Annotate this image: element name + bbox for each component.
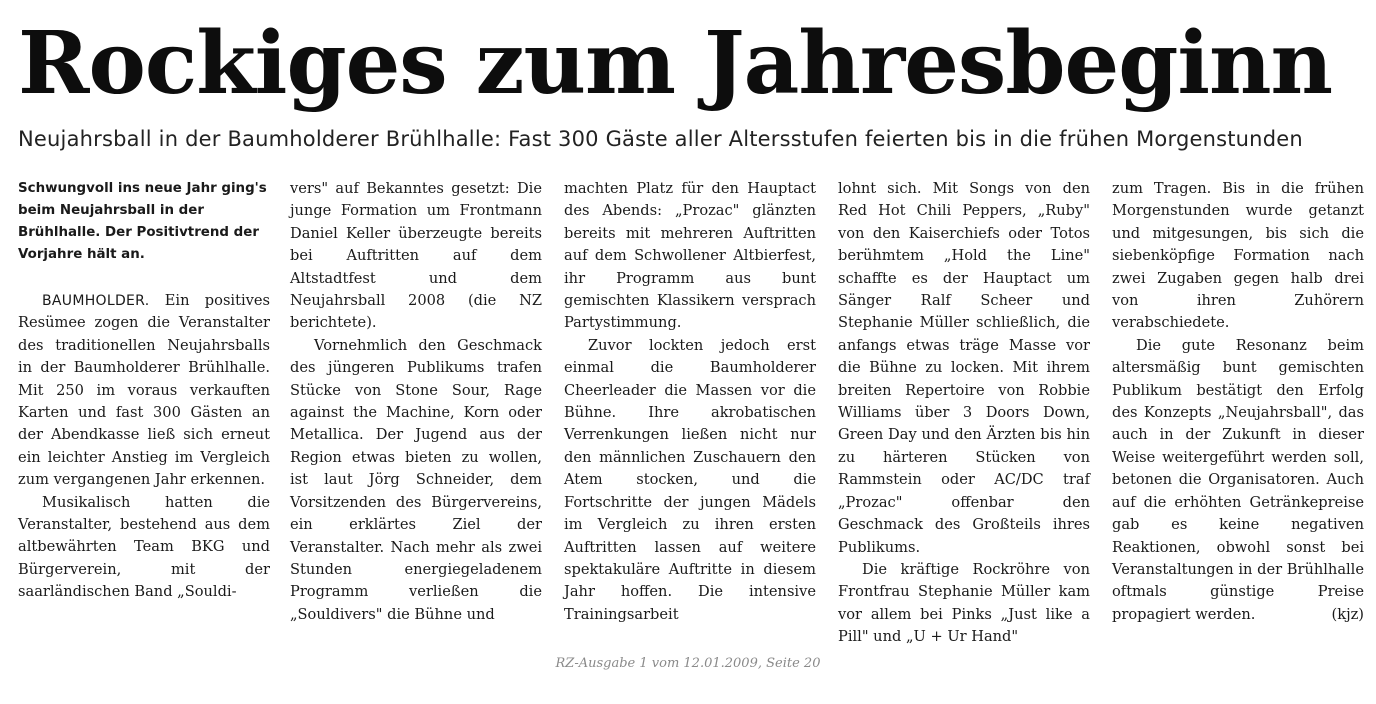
headline: Rockiges zum Jahresbeginn <box>18 13 1333 114</box>
paragraph-3-end: machten Platz für den Hauptact des Abends: „Prozac" glänzten bereits mit mehreren Auftritten auf dem Schwollener Altbierfest, ihr Programm aus bunt gemischten Klassikern versprach Partystimmung. <box>564 180 816 332</box>
article-column-2 <box>290 178 542 626</box>
author-credit: (kjz) <box>1331 605 1364 623</box>
paragraph-4-start: Zuvor lockten jedoch erst einmal die Baumholderer Cheerleader die Massen vor die Bühne. Ihre akrobatischen Verrenkungen ließen nicht nur den männlichen Zuschauern den Atem stocken, und die Fortschritte der jungen Mädels im Vergleich zu ihren ersten Auftritten lassen auf weitere spektakuläre Auftritte in diesem Jahr hoffen. Die intensive Trainingsarbeit <box>564 336 816 623</box>
article-column-1 <box>18 178 270 604</box>
paragraph-2-start: Musikalisch hatten die Veranstalter, bestehend aus dem altbewährten Team BKG und Bürgerverein, mit der saarländischen Band „Souldi- <box>18 493 270 601</box>
paragraph-5-end: zum Tragen. Bis in die frühen Morgenstunden wurde getanzt und mitgesungen, bis sich die siebenköpfige Formation nach zwei Zugaben gegen halb drei von ihren Zuhörern verabschiedete. <box>1112 180 1364 332</box>
paragraph-1: Ein positives Resümee zogen die Veranstalter des traditionellen Neujahrsballs in der Baumholderer Brühlhalle. Mit 250 im voraus verkauften Karten und fast 300 Gästen an der Abendkasse ließ sich erneut ein leichter Anstieg im Vergleich zum vergangenen Jahr erkennen. <box>18 292 270 489</box>
article-column-5 <box>1112 178 1364 626</box>
lead-text: Schwungvoll ins neue Jahr ging's beim Neujahrsball in der Brühlhalle. Der Positivtrend der Vorjahre hält an. <box>18 181 267 262</box>
paragraph-3-start: Vornehmlich den Geschmack des jüngeren Publikums trafen Stücke von Stone Sour, Rage against the Machine, Korn oder Metallica. Der Jugend aus der Region etwas bieten zu wollen, ist laut Jörg Schneider, dem Vorsitzenden des Bürgervereins, ein erklärtes Ziel der Veranstalter. Nach mehr als zwei Stunden energiegeladenem Programm verließen die „Souldivers" die Bühne und <box>290 336 542 623</box>
subheadline: Neujahrsball in der Baumholderer Brühlhalle: Fast 300 Gäste aller Altersstufen feierten bis in die frühen Morgenstunden <box>18 127 1303 151</box>
dateline: BAUMHOLDER. <box>42 293 150 309</box>
edition-footer: RZ-Ausgabe 1 vom 12.01.2009, Seite 20 <box>555 656 821 671</box>
paragraph-4-end: lohnt sich. Mit Songs von den Red Hot Chili Peppers, „Ruby" von den Kaiserchiefs oder Totos berühmtem „Hold the Line" schaffte es der Hauptact um Sänger Ralf Scheer und Stephanie Müller schließlich, die anfangs etwas träge Masse vor die Bühne zu locken. Mit ihrem breiten Repertoire von Robbie Williams über 3 Doors Down, Green Day und den Ärzten bis hin zu härteren Stücken von Rammstein oder AC/DC traf „Prozac" offenbar den Geschmack des Großteils ihres Publikums. <box>838 180 1090 556</box>
paragraph-6: Die gute Resonanz beim altersmäßig bunt gemischten Publikum bestätigt den Erfolg des Konzepts „Neujahrsball", das auch in der Zukunft in dieser Weise weitergeführt werden soll, betonen die Organisatoren. Auch auf die erhöhten Getränkepreise gab es keine negativen Reaktionen, obwohl sonst bei Veranstaltungen in der Brühlhalle oftmals günstige Preise propagiert werden. (kjz) <box>1112 335 1364 626</box>
article-column-4 <box>838 178 1090 649</box>
paragraph-2-end: vers" auf Bekanntes gesetzt: Die junge Formation um Frontmann Daniel Keller überzeugte bereits bei Auftritten auf dem Altstadtfest und dem Neujahrsball 2008 (die NZ berichtete). <box>290 180 542 332</box>
paragraph-5-start: Die kräftige Rockröhre von Frontfrau Stephanie Müller kam vor allem bei Pinks „Just like a Pill" und „U + Ur Hand" <box>838 560 1090 646</box>
first-paragraph <box>18 290 270 492</box>
article-column-3 <box>564 178 816 626</box>
